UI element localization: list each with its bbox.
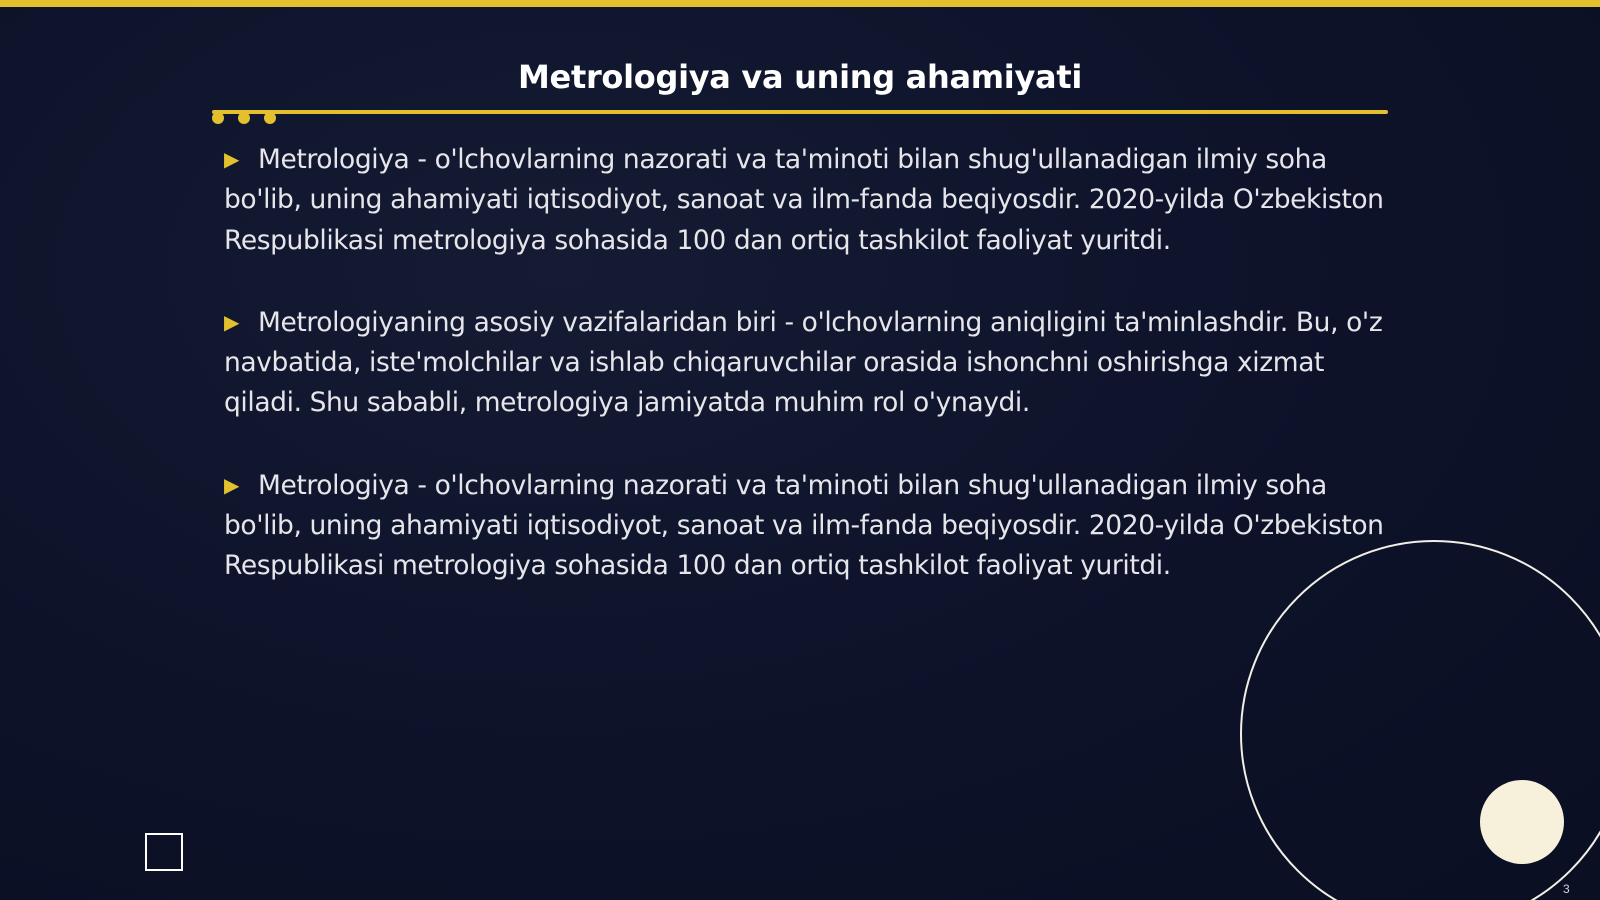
triangle-bullet-icon: ▶ — [224, 472, 239, 497]
bullet-paragraph-3 — [224, 465, 1384, 587]
title-underline — [212, 110, 1388, 114]
decorative-circle-filled — [1480, 780, 1564, 864]
slide-title: Metrologiya va uning ahamiyati — [518, 58, 1082, 96]
paragraph-text: Metrologiya - o'lchovlarning nazorati va ta'minoti bilan shug'ullanadigan ilmiy soha bo'lib, uning ahamiyati iqtisodiyot, sanoat va ilm-fanda beqiyosdir. 2020-yilda O'zbekiston Respublikasi metrologiya sohasida 100 dan ortiq tashkilot faoliyat yuritdi. — [224, 144, 1384, 256]
triangle-bullet-icon: ▶ — [224, 147, 239, 171]
page-number: 3 — [1563, 882, 1570, 896]
top-accent-bar — [0, 0, 1600, 7]
decorative-dot-1 — [212, 112, 224, 124]
bullet-paragraph-1 — [224, 139, 1384, 261]
triangle-bullet-icon: ▶ — [224, 309, 239, 334]
decorative-square-outline — [145, 833, 183, 871]
slide-content — [224, 139, 1384, 628]
paragraph-text: Metrologiya - o'lchovlarning nazorati va ta'minoti bilan shug'ullanadigan ilmiy soha bo'lib, uning ahamiyati iqtisodiyot, sanoat va ilm-fanda beqiyosdir. 2020-yilda O'zbekiston Respublikasi metrologiya sohasida 100 dan ortiq tashkilot faoliyat yuritdi. — [224, 469, 1384, 582]
decorative-dot-3 — [264, 112, 276, 124]
bullet-paragraph-2 — [224, 302, 1384, 424]
paragraph-text: Metrologiyaning asosiy vazifalaridan biri - o'lchovlarning aniqligini ta'minlashdir. Bu, o'z navbatida, iste'molchilar va ishlab chiqaruvchilar orasida ishonchni oshirishga xizmat qiladi. Shu sababli, metrologiya jamiyatda muhim rol o'ynaydi. — [224, 306, 1383, 419]
decorative-dot-2 — [238, 112, 250, 124]
